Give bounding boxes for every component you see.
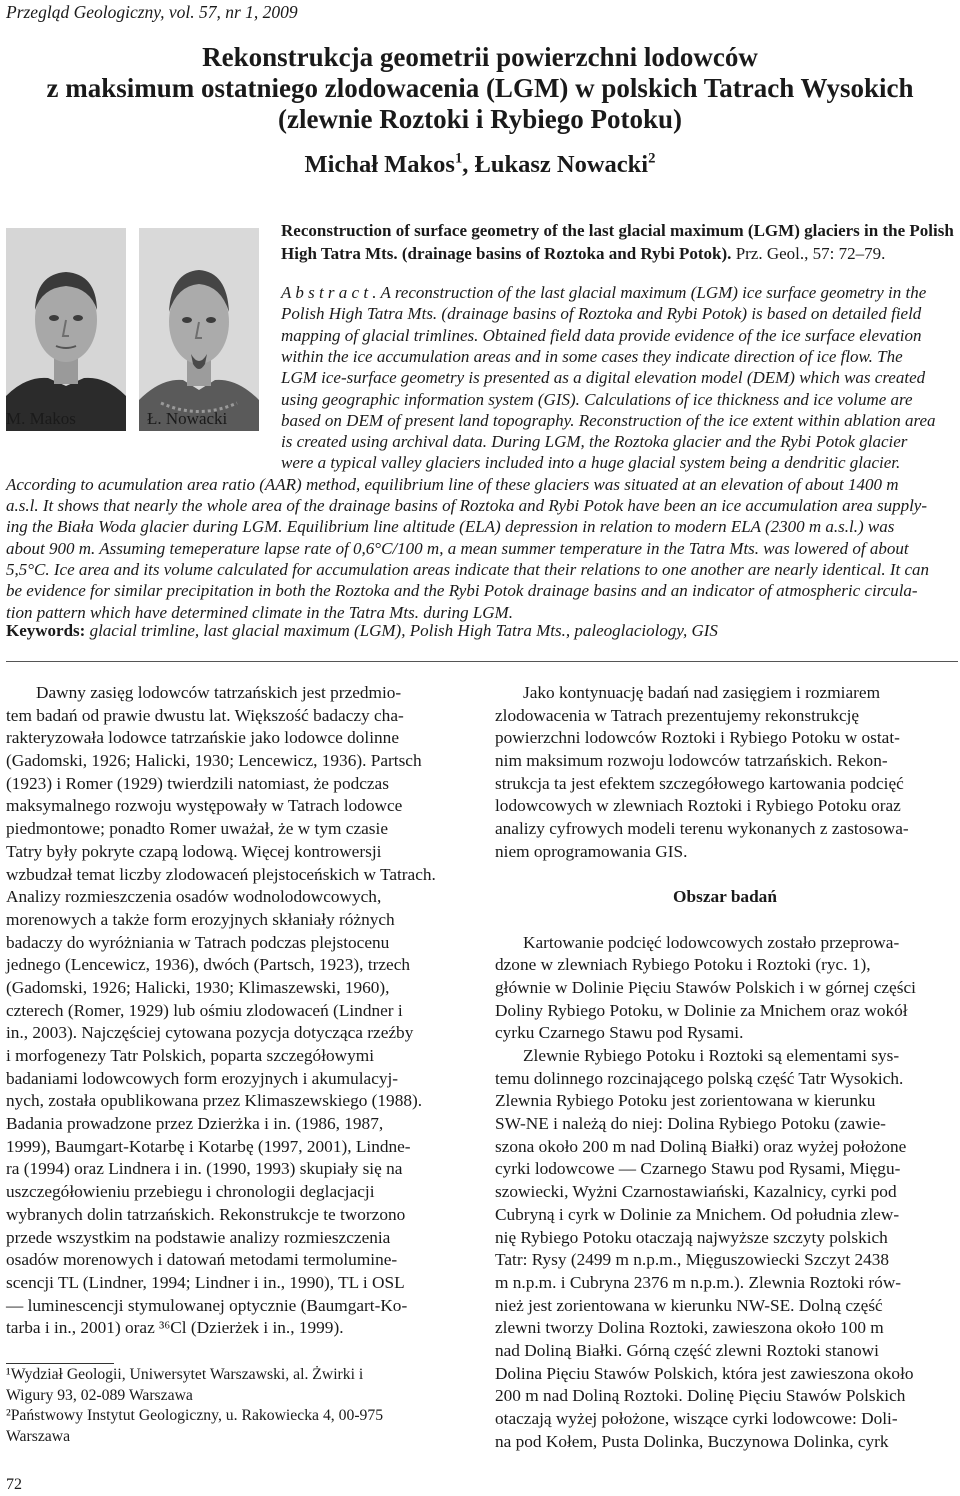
left-column (6, 682, 467, 1340)
abstract-line: According to acumulation area ratio (AAR) method, equilibrium line of these glaciers was situated at an elevation of about 1400 m (6, 474, 899, 494)
text-line: (1923) i Romer (1929) twierdzili natomiast, że podczas (6, 773, 389, 793)
portrait-image (139, 228, 259, 431)
text-line: i morfogenezy Tatr Polskich, poparta szczegółowymi (6, 1046, 374, 1065)
text-line: Cubryną i cyrk w Dolinie za Mnichem. Od południa zlew- (495, 1204, 900, 1224)
text-line: rakteryzowała lodowce tatrzańskie jako lodowce dolinne (6, 728, 399, 748)
text-line: szona około 200 m nad Doliną Białki) oraz wyżej położone (495, 1136, 907, 1156)
text-line: temu dolinnego rozcinającego polską część Tatr Wysokich. (495, 1068, 904, 1088)
text-line: uszczegółowieniu przebiegu i chronologii deglacjacji (6, 1182, 375, 1202)
author-name: Łukasz Nowacki (474, 151, 649, 178)
abstract-line: is created using archival data. During LGM, the Roztoka glacier and the Rybi Potok glacier (281, 432, 908, 452)
text-line: dzone w zlewniach Rybiego Potoku i Roztoki (ryc. 1), (495, 955, 871, 975)
citation-line: Reconstruction of surface geometry of the last glacial maximum (LGM) glaciers in the Polish (281, 221, 954, 240)
text-line: (Gadomski, 1926; Halicki, 1930; Lencewicz, 1936). Partsch (6, 751, 422, 771)
text-line: piedmontowe; ponadto Romer uważał, że w tym czasie (6, 819, 388, 839)
text-line: cyrku Czarnego Stawu pod Rysami. (495, 1023, 744, 1043)
text-line: morenowych a także form erozyjnych skłaniały różnych (6, 909, 395, 929)
text-line: Badania prowadzone przez Dzierżka i in. (1986, 1987, (6, 1114, 384, 1134)
text-line: Doliny Rybiego Potoku, w Dolinie za Mnichem oraz wokół (495, 1000, 908, 1020)
page-number: 72 (6, 1476, 22, 1493)
text-line: Kartowanie podcięć lodowcowych zostało przeprowa- (523, 932, 900, 952)
text-line: SW-NE i należą do niej: Dolina Rybiego Potoku (zawie- (495, 1114, 886, 1134)
text-line: głównie w Dolinie Pięciu Stawów Polskich i w górnej części (495, 977, 916, 997)
abstract-line: tion pattern which have determined climate in the Tatra Mts. during LGM. (6, 602, 513, 622)
text-line: nad Doliną Białki. Górną część zlewni Roztoki stanowi (495, 1340, 879, 1360)
text-line: 1999), Baumgart-Kotarbę i Kotarbę (1997, 2001), Lindne- (6, 1136, 411, 1156)
footnote-line: ²Państwowy Instytut Geologiczny, u. Rakowiecka 4, 00-975 (6, 1407, 384, 1424)
article-title (0, 42, 960, 135)
affiliation-marker: 2 (648, 150, 656, 167)
keywords-label: Keywords: (6, 621, 86, 640)
text-line: niem oprogramowania GIS. (495, 841, 688, 861)
keywords (6, 620, 718, 642)
abstract-line: ing the Biała Woda glacier during LGM. Equilibrium line altitude (ELA) depression in relation to modern ELA (2300 m a.s.l.) was (6, 517, 895, 537)
abstract-line: LGM ice-surface geometry is presented as a digital elevation model (DEM) which was created (281, 368, 926, 388)
abstract-line: were a typical valley glaciers included into a huge glacial system being a dendritic glacier. (281, 453, 901, 473)
text-line: nych, została opublikowana przez Klimaszewskiego (1988). (6, 1091, 423, 1111)
photo-caption-nowacki: Ł. Nowacki (147, 409, 228, 428)
text-line: nię Rybiego Potoku otaczają najwyższe szczyty polskich (495, 1227, 888, 1247)
abstract-line: a.s.l. It shows that nearly the whole area of the drainage basins of Roztoka and Rybi Potok have been an ice accumulation area supply- (6, 496, 928, 515)
citation-source: Prz. Geol., 57: 72–79. (731, 243, 886, 263)
abstract-line: Polish High Tatra Mts. (drainage basins of Roztoka and Rybi Potok) is based on detailed field (281, 304, 922, 324)
citation-line (281, 243, 957, 266)
text-line: Tatr: Rysy (2499 m n.p.m., Mięguszowiecki Szczyt 2438 (495, 1250, 890, 1270)
journal-header: Przegląd Geologiczny, vol. 57, nr 1, 2009 (6, 2, 298, 22)
text-line: — luminescencji stymulowanej optycznie (Baumgart-Ko- (6, 1295, 408, 1315)
text-line: strukcja ta jest efektem szczegółowego kartowania podcięć (495, 773, 904, 793)
text-line: szowiecki, Wyżni Czarnostawiański, Kazalnicy, cyrki pod (495, 1182, 897, 1202)
abstract-line: based on DEM of present land topography. Reconstruction of the ice extent within ablation area (281, 410, 936, 430)
text-line: na pod Kołem, Pusta Dolinka, Buczynowa Dolinka, cyrk (495, 1431, 889, 1451)
text-line: nim maksimum rozwoju lodowców tatrzańskich. Rekon- (495, 751, 888, 771)
abstract-line: about 900 m. Assuming temeperature lapse rate of 0,6°C/100 m, a mean summer temperature in the Tatra Mts. was lowered of about (6, 538, 909, 558)
text-line: cyrki lodowcowe — Czarnego Stawu pod Rysami, Mięgu- (495, 1159, 901, 1179)
text-line: 200 m nad Doliną Roztoki. Dolinę Pięciu Stawów Polskich (495, 1386, 906, 1406)
title-line: Rekonstrukcja geometrii powierzchni lodowców (202, 42, 758, 72)
author-name: Michał Makos (304, 151, 455, 178)
text-line: badaczy do wyróżniania w Tatrach podczas plejstocenu (6, 932, 390, 952)
abstract-line: using geographic information system (GIS). Calculations of ice thickness and ice volume are (281, 389, 913, 409)
right-column (495, 682, 955, 1453)
footnote-line: ¹Wydział Geologii, Uniwersytet Warszawski, al. Żwirki i (6, 1366, 364, 1383)
text-line: tem badań od prawie dwustu lat. Większość badaczy cha- (6, 705, 404, 725)
text-line: Zlewnia Rybiego Potoku jest zorientowana w kierunku (495, 1091, 876, 1111)
text-line: Analizy rozmieszczenia osadów wodnolodowcowych, (6, 887, 382, 907)
section-heading: Obszar badań (673, 887, 777, 907)
text-line: (Gadomski, 1926; Halicki, 1930; Klimaszewski, 1960), (6, 977, 390, 997)
text-line: m n.p.m. i Cubryna 2376 m n.p.m.). Zlewnia Roztoki rów- (495, 1272, 902, 1292)
footnote-line: Warszawa (6, 1427, 71, 1445)
text-line: jednego (Lencewicz, 1936), dwóch (Partsch, 1923), trzech (6, 955, 411, 975)
footnote-divider (6, 1363, 114, 1364)
text-line: nież jest zorientowana w kierunku NW-SE. Dolną część (495, 1295, 883, 1315)
text-line: ra (1994) oraz Lindnera i in. (1990, 1993) skupiały się na (6, 1159, 403, 1179)
text-line: otaczają wyżej położone, wiszące cyrki lodowcowe: Doli- (495, 1409, 898, 1428)
text-line: Dawny zasięg lodowców tatrzańskich jest przedmio- (36, 683, 402, 702)
author-photo-nowacki (139, 228, 259, 431)
text-line: maksymalnego rozwoju występowały w Tatrach lodowce (6, 796, 403, 816)
author-separator: , (462, 151, 475, 178)
text-line: przede wszystkim na podstawie analizy rozmieszczenia (6, 1227, 391, 1247)
text-line: lodowcowych w zlewniach Roztoki i Rybiego Potoku oraz (495, 796, 901, 816)
text-line: badaniami lodowcowych form erozyjnych i akumulacyj- (6, 1068, 399, 1088)
text-line: in., 2003). Najczęściej cytowana pozycja dotycząca rzeźby (6, 1023, 414, 1043)
title-line: z maksimum ostatniego zlodowacenia (LGM) w polskich Tatrach Wysokich (46, 73, 914, 103)
citation (281, 220, 957, 265)
text-line: tarba i in., 2001) oraz ³⁶Cl (Dzierżek i in., 1999). (6, 1318, 344, 1338)
abstract-line: A b s t r a c t . A reconstruction of the last glacial maximum (LGM) ice surface geometry in the (281, 283, 927, 302)
text-line: zlewni tworzy Dolina Roztoki, zawieszona około 100 m (495, 1318, 884, 1338)
text-line: czterech (Romer, 1929) lub ośmiu zlodowaceń (Lindner i (6, 1000, 403, 1020)
footnotes (6, 1365, 468, 1447)
section-divider (6, 661, 958, 662)
abstract-line: mapping of glacial trimlines. Obtained field data provide evidence of the ice surface elevation (281, 325, 922, 345)
abstract-line: 5,5°C. Ice area and its volume calculated for accumulation areas indicate that their relations to one another are nearly identical. It can (6, 559, 930, 579)
text-line: scencji TL (Lindner, 1994; Lindner i in., 1990), TL i OSL (6, 1272, 405, 1292)
keywords-list: glacial trimline, last glacial maximum (LGM), Polish High Tatra Mts., paleoglaciology, GIS (85, 621, 718, 640)
citation-bold: High Tatra Mts. (drainage basins of Roztoka and Rybi Potok). (281, 243, 732, 263)
text-line: wzbudzał temat liczby zlodowaceń plejstoceńskich w Tatrach. (6, 864, 436, 884)
title-line: (zlewnie Roztoki i Rybiego Potoku) (277, 104, 682, 134)
affiliation-marker: 1 (454, 150, 463, 167)
text-line: wybranych dolin tatrzańskich. Rekonstrukcje te tworzono (6, 1204, 406, 1224)
authors (0, 151, 960, 179)
portrait-image (6, 228, 126, 431)
text-line: Tatry były pokryte czapą lodową. Więcej kontrowersji (6, 841, 382, 861)
text-line: analizy cyfrowych modeli terenu wykonanych z zastosowa- (495, 819, 909, 839)
author-photo-makos (6, 228, 126, 431)
text-line: Jako kontynuację badań nad zasięgiem i rozmiarem (523, 683, 881, 702)
text-line: zlodowacenia w Tatrach prezentujemy rekonstrukcję (495, 705, 860, 725)
abstract-line: within the ice accumulation areas and in some cases they indicate direction of ice flow. The (281, 346, 903, 366)
footnote-line: Wigury 93, 02-089 Warszawa (6, 1386, 193, 1404)
abstract-line: be evidence for similar precipitation in both the Roztoka and the Rybi Potok drainage basins and an indicator of atmospheric circula- (6, 581, 918, 601)
photo-caption-makos: M. Makos (6, 409, 76, 428)
text-line: Dolina Pięciu Stawów Polskich, która jest zawieszona około (495, 1363, 914, 1383)
text-line: powierzchni lodowców Roztoki i Rybiego Potoku w ostat- (495, 728, 900, 748)
text-line: Zlewnie Rybiego Potoku i Roztoki są elementami sys- (523, 1046, 900, 1065)
text-line: osadów morenowych i datowań metodami termolumine- (6, 1250, 398, 1270)
